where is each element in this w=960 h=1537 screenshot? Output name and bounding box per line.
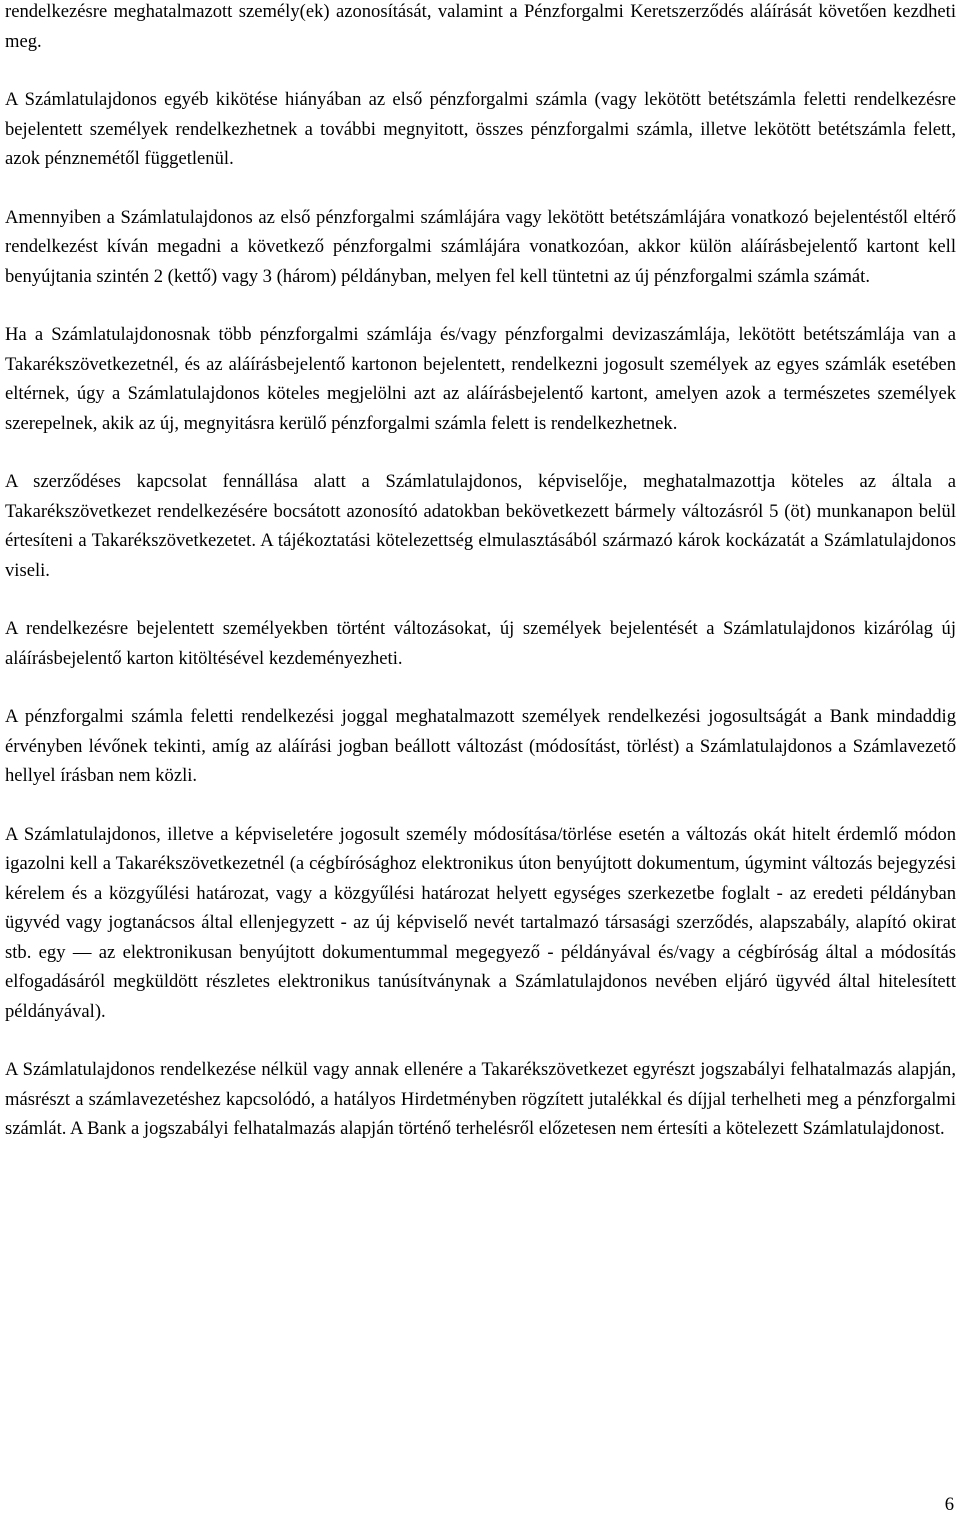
document-page xyxy=(5,0,956,1173)
paragraph-4: Ha a Számlatulajdonosnak több pénzforgalmi számlája és/vagy pénzforgalmi devizaszámlája, lekötött betétszámlája van a Takarékszövetkezetnél, és az aláírásbejelentő kartonon bejelentett, rendelkezni jogosult személyek az egyes számlák esetében eltérnek, úgy a Számlatulajdonos köteles megjelölni azt az aláírásbejelentő kartont, amelyen azok a természetes személyek szerepelnek, akik az új, megnyitásra kerülő pénzforgalmi számla felett is rendelkezhetnek. xyxy=(5,324,956,434)
paragraph-5: A szerződéses kapcsolat fennállása alatt a Számlatulajdonos, képviselője, meghatalmazottja köteles az általa a Takarékszövetkezet rendelkezésére bocsátott azonosító adatokban bekövetkezett bármely változásról 5 (öt) munkanapon belül értesíteni a Takarékszövetkezetet. A tájékoztatási kötelezettség elmulasztásából származó károk kockázatát a Számlatulajdonos viseli. xyxy=(5,471,956,581)
paragraph-9: A Számlatulajdonos rendelkezése nélkül vagy annak ellenére a Takarékszövetkezet egyrészt jogszabályi felhatalmazás alapján, másrészt a számlavezetéshez kapcsolódó, a hatályos Hirdetményben rögzített jutalékkal és díjjal terhelheti meg a pénzforgalmi számlát. A Bank a jogszabályi felhatalmazás alapján történő terhelésről előzetesen nem értesíti a kötelezett Számlatulajdonost. xyxy=(5,1059,956,1139)
paragraph-7: A pénzforgalmi számla feletti rendelkezési joggal meghatalmazott személyek rendelkezési jogosultságát a Bank mindaddig érvényben lévőnek tekinti, amíg az aláírási jogban beállott változást (módosítást, törlést) a Számlatulajdonos a Számlavezető hellyel írásban nem közli. xyxy=(5,706,956,786)
paragraph-1: rendelkezésre meghatalmazott személy(ek) azonosítását, valamint a Pénzforgalmi Keretszerződés aláírását követően kezdheti meg. xyxy=(5,1,956,52)
page-number: 6 xyxy=(944,1494,954,1515)
paragraph-6: A rendelkezésre bejelentett személyekben történt változásokat, új személyek bejelentését a Számlatulajdonos kizárólag új aláírásbejelentő karton kitöltésével kezdeményezheti. xyxy=(5,618,956,669)
paragraph-8: A Számlatulajdonos, illetve a képviseletére jogosult személy módosítása/törlése esetén a változás okát hitelt érdemlő módon igazolni kell a Takarékszövetkezetnél (a cégbírósághoz elektronikus úton benyújtott dokumentum, úgymint változás bejegyzési kérelem és a közgyűlési határozat, vagy a közgyűlési határozat helyett egységes szerkezetbe foglalt - az eredeti példányban ügyvéd vagy jogtanácsos által ellenjegyzett - az új képviselő nevét tartalmazó társasági szerződés, alapszabály, alapító okirat stb. egy — az elektronikusan benyújtott dokumentummal megegyező - példányával és/vagy a cégbíróság által a módosítás elfogadásáról megküldött részletes elektronikus tanúsítványnak a Számlatulajdonos nevében eljáró ügyvéd által hitelesített példányával). xyxy=(5,823,956,1022)
paragraph-3: Amennyiben a Számlatulajdonos az első pénzforgalmi számlájára vagy lekötött betétszámlájára vonatkozó bejelentéstől eltérő rendelkezést kíván megadni a következő pénzforgalmi számlájára vonatkozóan, akkor külön aláírásbejelentő kartont kell benyújtania szintén 2 (kettő) vagy 3 (három) példányban, melyen fel kell tüntetni az új pénzforgalmi számla számát. xyxy=(5,206,956,287)
paragraph-2: A Számlatulajdonos egyéb kikötése hiányában az első pénzforgalmi számla (vagy lekötött betétszámla feletti rendelkezésre bejelentett személyek rendelkezhetnek a további megnyitott, összes pénzforgalmi számla, illetve lekötött betétszámla felett, azok pénznemétől függetlenül. xyxy=(5,89,956,169)
